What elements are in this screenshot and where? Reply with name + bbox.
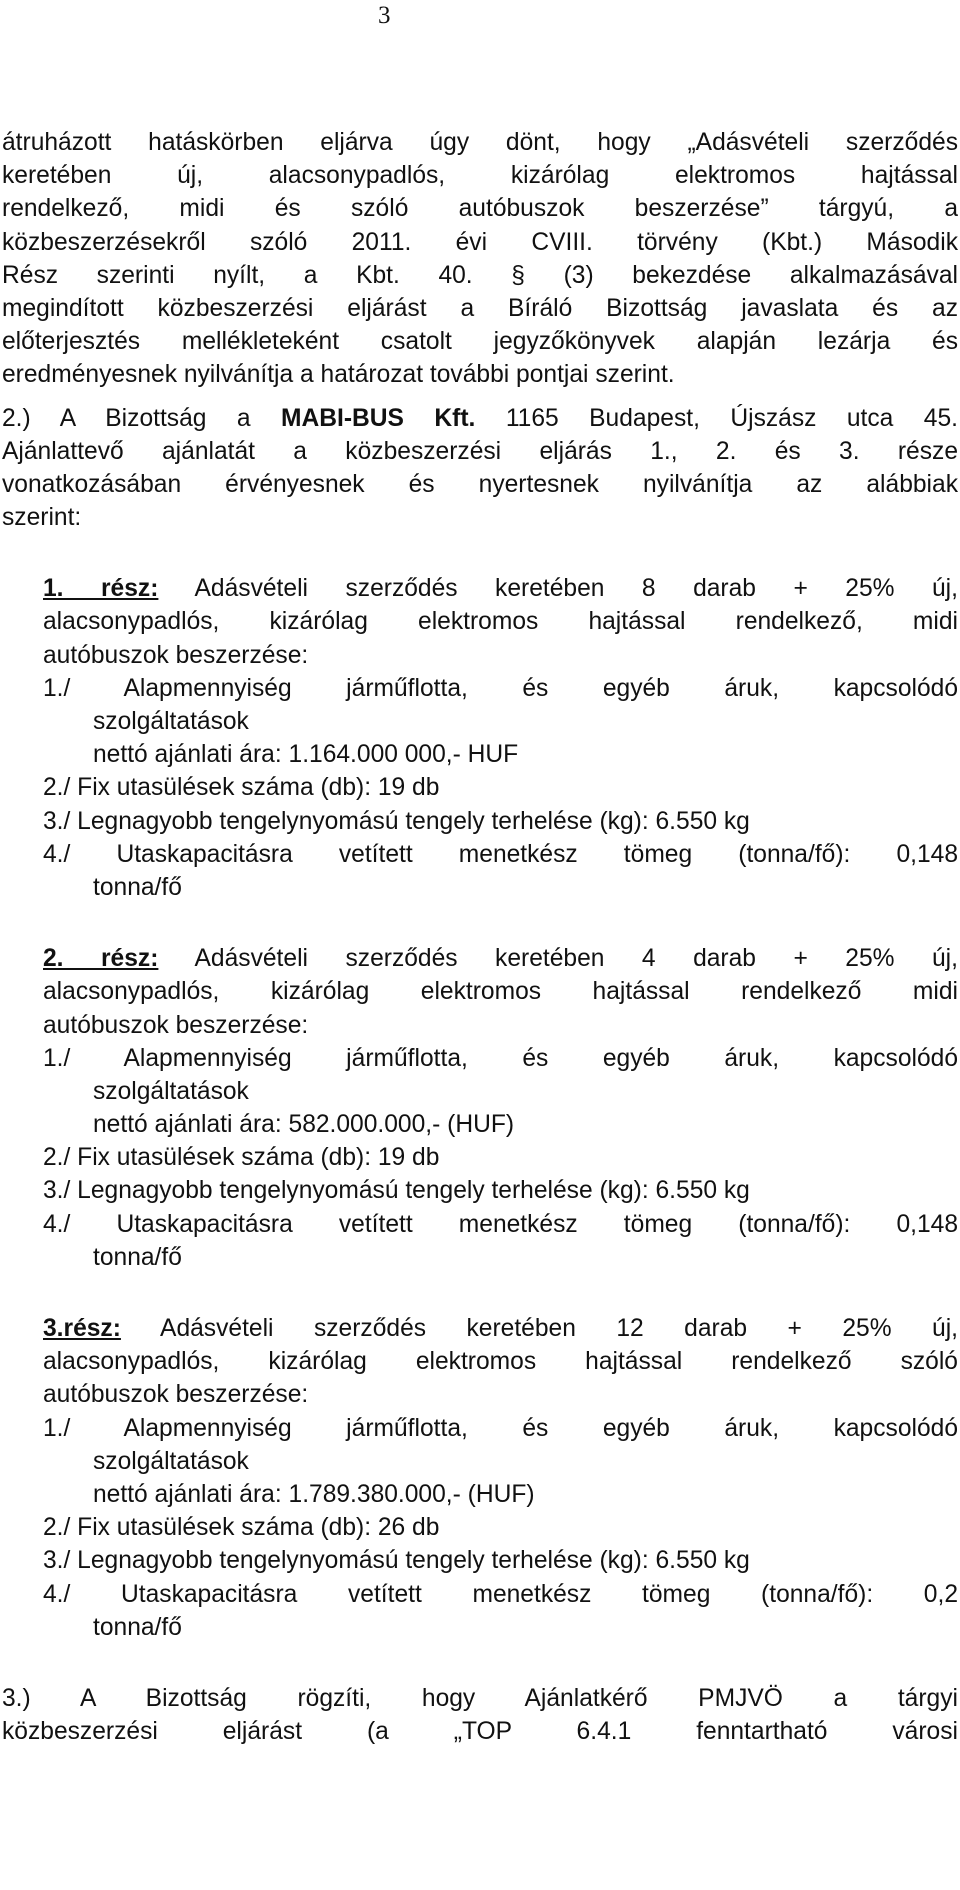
part-item: 4./ Utaskapacitásra vetített menetkész tömeg (tonna/fő): 0,148 <box>43 1210 958 1238</box>
part-label: 3.rész: <box>43 1315 121 1342</box>
part-section <box>2 942 958 1274</box>
paragraph-line: Ajánlattevő ajánlatát a közbeszerzési eljárás 1., 2. és 3. része <box>2 437 958 465</box>
part-item: 3./ Legnagyobb tengelynyomású tengely terhelése (kg): 6.550 kg <box>43 807 750 835</box>
paragraph-line: előterjesztés mellékleteként csatolt jegyzőkönyvek alapján lezárja és <box>2 328 958 356</box>
part-item-continuation: szolgáltatások <box>93 1077 249 1105</box>
part-title-line: alacsonypadlós, kizárólag elektromos hajtással rendelkező, midi <box>43 608 958 636</box>
part-title-line: 2. rész: Adásvételi szerződés keretében 4 darab + 25% új, <box>43 945 958 973</box>
part-item: 2./ Fix utasülések száma (db): 19 db <box>43 1144 440 1172</box>
part-price: nettó ajánlati ára: 582.000.000,- (HUF) <box>93 1111 515 1139</box>
part-section <box>2 1312 958 1644</box>
winner-paragraph <box>2 402 958 535</box>
winner-address: 1165 Budapest, Újszász utca 45. <box>475 404 958 432</box>
point-prefix: 2.) A Bizottság a <box>2 404 281 432</box>
part-item: 3./ Legnagyobb tengelynyomású tengely terhelése (kg): 6.550 kg <box>43 1177 750 1205</box>
part-title-line: 1. rész: Adásvételi szerződés keretében 8 darab + 25% új, <box>43 575 958 603</box>
paragraph-line: átruházott hatáskörben eljárva úgy dönt, hogy „Adásvételi szerződés <box>2 129 958 156</box>
paragraph-line: eredményesnek nyilvánítja a határozat további pontjai szerint. <box>2 361 675 389</box>
record-paragraph <box>2 1682 958 1748</box>
winner-name: MABI-BUS Kft. <box>281 404 476 432</box>
part-item-continuation: tonna/fő <box>93 873 182 901</box>
part-title-line: autóbuszok beszerzése: <box>43 641 309 669</box>
part-item: 2./ Fix utasülések száma (db): 19 db <box>43 774 440 802</box>
part-item: 4./ Utaskapacitásra vetített menetkész tömeg (tonna/fő): 0,2 <box>43 1580 958 1608</box>
document-body <box>2 126 958 1748</box>
part-title-line: autóbuszok beszerzése: <box>43 1011 309 1039</box>
part-price: nettó ajánlati ára: 1.164.000 000,- HUF <box>93 741 519 769</box>
part-title-line: 3.rész: Adásvételi szerződés keretében 12 darab + 25% új, <box>43 1315 958 1342</box>
part-item: 1./ Alapmennyiség járműflotta, és egyéb áruk, kapcsolódó <box>43 1044 958 1072</box>
part-item-continuation: tonna/fő <box>93 1243 182 1271</box>
part-label: 2. rész: <box>43 945 159 973</box>
part-title-line: autóbuszok beszerzése: <box>43 1381 309 1409</box>
paragraph-line <box>2 402 958 435</box>
part-title-line: alacsonypadlós, kizárólag elektromos hajtással rendelkező midi <box>43 978 958 1006</box>
paragraph-line: szerint: <box>2 504 82 532</box>
part-item: 1./ Alapmennyiség járműflotta, és egyéb áruk, kapcsolódó <box>43 1414 958 1442</box>
decision-paragraph <box>2 126 958 392</box>
part-price: nettó ajánlati ára: 1.789.380.000,- (HUF) <box>93 1480 535 1508</box>
part-label: 1. rész: <box>43 575 159 603</box>
part-item-continuation: tonna/fő <box>93 1613 182 1641</box>
paragraph-line: 3.) A Bizottság rögzíti, hogy Ajánlatkérő PMJVÖ a tárgyi <box>2 1684 958 1712</box>
paragraph-line: közbeszerzésekről szóló 2011. évi CVIII. törvény (Kbt.) Második <box>2 228 958 256</box>
paragraph-line: közbeszerzési eljárást (a „TOP 6.4.1 fenntartható városi <box>2 1718 958 1746</box>
part-section <box>2 572 958 904</box>
part-item: 4./ Utaskapacitásra vetített menetkész tömeg (tonna/fő): 0,148 <box>43 840 958 868</box>
part-item: 1./ Alapmennyiség járműflotta, és egyéb áruk, kapcsolódó <box>43 674 958 702</box>
part-item-continuation: szolgáltatások <box>93 1447 249 1475</box>
part-item: 3./ Legnagyobb tengelynyomású tengely terhelése (kg): 6.550 kg <box>43 1547 750 1575</box>
paragraph-line: rendelkező, midi és szóló autóbuszok beszerzése” tárgyú, a <box>2 195 958 223</box>
paragraph-line: megindított közbeszerzési eljárást a Bíráló Bizottság javaslata és az <box>2 294 958 322</box>
part-title-line: alacsonypadlós, kizárólag elektromos hajtással rendelkező szóló <box>43 1348 958 1376</box>
paragraph-line: Rész szerinti nyílt, a Kbt. 40. § (3) bekezdése alkalmazásával <box>2 261 958 289</box>
page-number: 3 <box>378 2 391 29</box>
part-item-continuation: szolgáltatások <box>93 708 249 735</box>
part-item: 2./ Fix utasülések száma (db): 26 db <box>43 1514 440 1542</box>
paragraph-line: keretében új, alacsonypadlós, kizárólag elektromos hajtással <box>2 162 958 190</box>
paragraph-line: vonatkozásában érvényesnek és nyertesnek nyilvánítja az alábbiak <box>2 470 958 498</box>
